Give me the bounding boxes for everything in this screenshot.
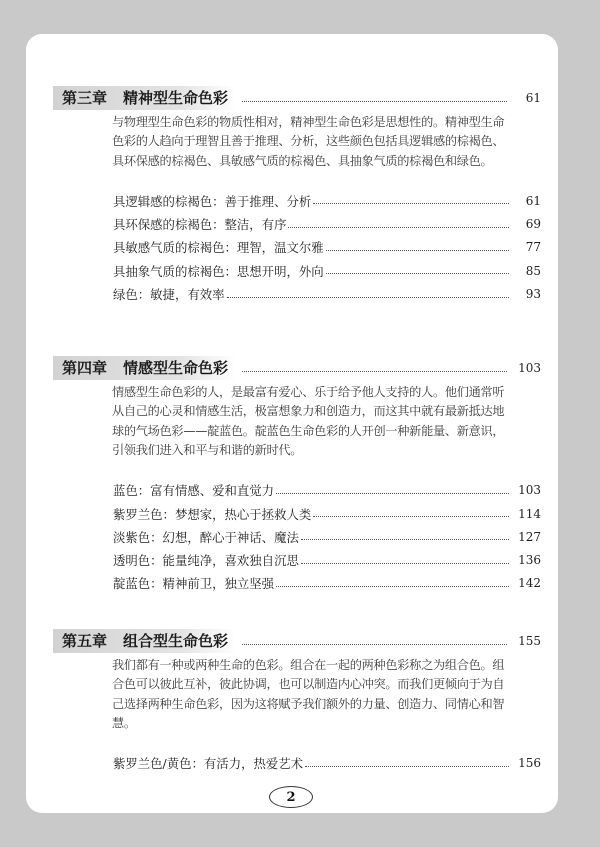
chapter-title (53, 86, 236, 110)
chapter-name: 情感型生命色彩 (123, 359, 229, 377)
chapter-heading[interactable] (26, 356, 558, 380)
chapter-title (53, 629, 236, 653)
chapter-name: 组合型生命色彩 (123, 632, 229, 650)
toc-entry-title: 蓝色：富有情感、爱和直觉力 (113, 483, 275, 499)
toc-entry-title: 透明色：能量纯净，喜欢独自沉思 (113, 553, 299, 569)
chapter-number: 第四章 (62, 359, 108, 377)
dot-leader (242, 371, 507, 372)
toc-entry[interactable] (113, 282, 558, 305)
dot-leader (326, 250, 509, 251)
toc-entry-page: 77 (525, 240, 541, 255)
dot-leader (242, 101, 507, 102)
chapter-name: 精神型生命色彩 (123, 89, 229, 107)
toc-entry[interactable] (113, 479, 558, 502)
chapter-section (26, 356, 558, 595)
toc-entry-page: 136 (518, 553, 541, 568)
page-number-badge: 2 (269, 786, 313, 808)
chapter-page-number: 103 (518, 361, 541, 375)
toc-entry-title: 靛蓝色：精神前卫，独立坚强 (113, 576, 275, 592)
chapter-intro: 情感型生命色彩的人，是最富有爱心、乐于给予他人支持的人。他们通常听从自己的心灵和情感生活，极富想象力和创造力，而这其中就有最新抵达地球的气场色彩——靛蓝色。靛蓝色生命色彩的人开创一种新能量、新意识，引领我们进入和平与和谐的新时代。 (112, 385, 505, 458)
toc-entry-title: 紫罗兰色：梦想家，热心于拯救人类 (113, 506, 312, 522)
toc-entry-title: 绿色：敏捷，有效率 (113, 287, 225, 303)
toc-entry-page: 156 (518, 756, 541, 771)
toc-entry-title: 具环保感的棕褐色：整洁，有序 (113, 217, 287, 233)
chapter-heading[interactable] (26, 86, 558, 110)
toc-entry-title: 紫罗兰色/黄色：有活力，热爱艺术 (113, 756, 304, 772)
chapter-title (53, 356, 236, 380)
chapter-intro: 与物理型生命色彩的物质性相对，精神型生命色彩是思想性的。精神型生命色彩的人趋向于理智且善于推理、分析，这些颜色包括具逻辑感的棕褐色、具环保感的棕褐色、具敏感气质的棕褐色、具抽象气质的棕褐色和绿色。 (112, 115, 505, 168)
dot-leader (301, 563, 509, 564)
toc-entry[interactable] (113, 236, 558, 259)
chapter-number: 第五章 (62, 632, 108, 650)
toc-entry-list (26, 189, 558, 305)
toc-entry[interactable] (113, 752, 558, 775)
dot-leader (313, 203, 509, 204)
toc-entry-title: 具逻辑感的棕褐色：善于推理、分析 (113, 193, 312, 209)
chapter-section (26, 629, 558, 775)
dot-leader (276, 493, 509, 494)
toc-entry-page: 127 (518, 529, 541, 544)
toc-entry[interactable] (113, 259, 558, 282)
toc-entry[interactable] (113, 525, 558, 548)
dot-leader (301, 539, 509, 540)
dot-leader (326, 273, 509, 274)
dot-leader (276, 586, 509, 587)
toc-entry-page: 114 (518, 506, 541, 521)
chapter-section (26, 86, 558, 306)
toc-entry[interactable] (113, 189, 558, 212)
toc-entry-list (26, 752, 558, 775)
toc-entry-page: 103 (518, 483, 541, 498)
chapter-heading[interactable] (26, 629, 558, 653)
toc-entry-title: 淡紫色：幻想，醉心于神话、魔法 (113, 529, 299, 545)
chapter-number: 第三章 (62, 89, 108, 107)
dot-leader (242, 644, 507, 645)
toc-entry[interactable] (113, 549, 558, 572)
toc-entry-page: 85 (525, 263, 541, 278)
chapter-page-number: 155 (518, 634, 541, 648)
chapter-page-number: 61 (525, 91, 541, 105)
toc-entry-page: 69 (525, 217, 541, 232)
book-page (26, 34, 558, 813)
toc-entry-page: 93 (525, 287, 541, 302)
chapter-intro: 我们都有一种或两种生命的色彩。组合在一起的两种色彩称之为组合色。组合色可以彼此互补，彼此协调，也可以制造内心冲突。而我们更倾向于为自己选择两种生命色彩，因为这将赋予我们额外的力量、创造力、同情心和智慧。 (112, 658, 505, 731)
toc-entry-list (26, 479, 558, 595)
toc-entry[interactable] (113, 502, 558, 525)
dot-leader (313, 516, 509, 517)
toc-entry[interactable] (113, 213, 558, 236)
dot-leader (305, 766, 509, 767)
toc-entry-title: 具敏感气质的棕褐色：理智，温文尔雅 (113, 240, 324, 256)
toc-entry-page: 142 (518, 576, 541, 591)
dot-leader (288, 227, 509, 228)
dot-leader (227, 297, 509, 298)
toc-entry-page: 61 (525, 193, 541, 208)
toc-entry-title: 具抽象气质的棕褐色：思想开明，外向 (113, 263, 324, 279)
toc-entry[interactable] (113, 572, 558, 595)
